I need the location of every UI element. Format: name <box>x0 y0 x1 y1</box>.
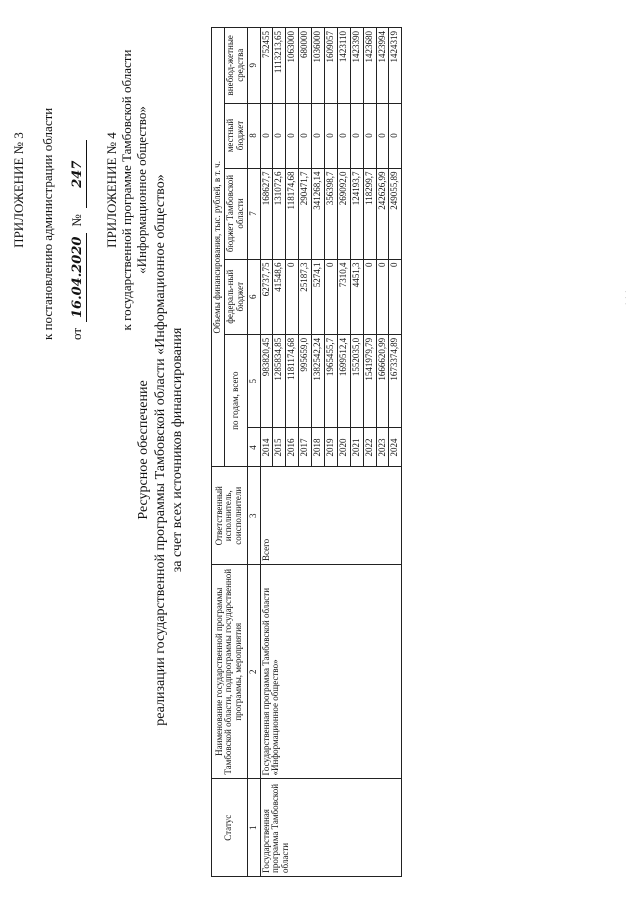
header-federal: федераль-ный бюджет <box>224 259 247 334</box>
executor-cell: Всего <box>260 467 402 565</box>
local-cell: 0 <box>273 103 286 168</box>
header-local: местный бюджет <box>224 103 247 168</box>
year-cell: 2018 <box>312 428 325 467</box>
federal-cell: 62737,75 <box>260 259 273 334</box>
local-cell: 0 <box>363 103 376 168</box>
federal-cell: 4451,3 <box>350 259 363 334</box>
total-cell: 1285834,85 <box>273 334 286 428</box>
regional-cell: 168627,7 <box>260 168 273 259</box>
total-cell: 1965455,7 <box>325 334 338 428</box>
extra-cell: 1423110 <box>337 28 350 104</box>
federal-cell: 7310,4 <box>337 259 350 334</box>
year-cell: 2020 <box>337 428 350 467</box>
total-cell: 1541979,79 <box>363 334 376 428</box>
extra-cell: 1424319 <box>389 28 402 104</box>
year-cell: 2016 <box>286 428 299 467</box>
table-body <box>260 28 402 877</box>
total-cell: 1673374,89 <box>389 334 402 428</box>
regional-cell: 249055,89 <box>389 168 402 259</box>
federal-cell: 41548,6 <box>273 259 286 334</box>
total-cell: 1666620,99 <box>376 334 389 428</box>
year-cell: 2015 <box>273 428 286 467</box>
federal-cell: 0 <box>325 259 338 334</box>
extra-cell: 1063000 <box>286 28 299 104</box>
regional-cell: 341268,14 <box>312 168 325 259</box>
extra-cell: 1423390 <box>350 28 363 104</box>
extra-cell: 752455 <box>260 28 273 104</box>
federal-cell: 5274,1 <box>312 259 325 334</box>
year-cell: 2024 <box>389 428 402 467</box>
extra-cell: 1036000 <box>312 28 325 104</box>
total-cell: 983820,45 <box>260 334 273 428</box>
number-label: № <box>68 214 84 227</box>
local-cell: 0 <box>299 103 312 168</box>
federal-cell: 25187,3 <box>299 259 312 334</box>
regional-cell: 118174,68 <box>286 168 299 259</box>
handwritten-number: 247 <box>71 140 87 208</box>
local-cell: 0 <box>286 103 299 168</box>
appendix-3-header <box>12 40 150 340</box>
header-executor: Ответственный исполнитель, соисполнители <box>212 467 248 565</box>
from-label: от <box>68 327 84 340</box>
col-num-3: 3 <box>247 467 260 565</box>
header-status: Статус <box>212 779 248 877</box>
header-volumes: Объемы финансирования, тыс. рублей, в т. ч. <box>212 28 225 468</box>
local-cell: 0 <box>260 103 273 168</box>
appendix-3-date-row <box>70 40 87 340</box>
title-line2: реализации государственной программы Тамбовской области «Информационное общество» <box>152 174 168 726</box>
header-extra: внебюд-жетные средства <box>224 28 247 104</box>
local-cell: 0 <box>389 103 402 168</box>
col-num-9: 9 <box>247 28 260 104</box>
appendix-3-to-text: к постановлению администрации области <box>39 107 55 340</box>
federal-cell: 0 <box>389 259 402 334</box>
total-cell: 1382542,24 <box>312 334 325 428</box>
local-cell: 0 <box>376 103 389 168</box>
appendix-4-line1: к государственной программе Тамбовской области <box>118 49 134 331</box>
regional-cell: 242626,99 <box>376 168 389 259</box>
extra-cell: 1609057 <box>325 28 338 104</box>
regional-cell: 356398,7 <box>325 168 338 259</box>
col-num-8: 8 <box>247 103 260 168</box>
total-cell: 995659,0 <box>299 334 312 428</box>
federal-cell: 0 <box>376 259 389 334</box>
year-cell: 2017 <box>299 428 312 467</box>
title-line1: Ресурсное обеспечение <box>136 380 151 520</box>
appendix-3-title: ПРИЛОЖЕНИЕ № 3 <box>11 132 26 248</box>
appendix-4-title: ПРИЛОЖЕНИЕ № 4 <box>103 132 119 248</box>
column-number-row <box>247 28 260 877</box>
status-cell: Государственная программа Тамбовской области <box>260 779 402 877</box>
local-cell: 0 <box>312 103 325 168</box>
local-cell: 0 <box>325 103 338 168</box>
extra-cell: 1113213,65 <box>273 28 286 104</box>
funding-table <box>211 27 402 877</box>
total-cell: 1552035,0 <box>350 334 363 428</box>
header-name: Наименование государственной программы Тамбовской области, подпрограммы государственной программы, мероприятия <box>212 565 248 780</box>
col-num-5: 5 <box>247 334 260 428</box>
federal-cell: 0 <box>286 259 299 334</box>
title-line3: за счет всех источников финансирования <box>169 327 185 573</box>
handwritten-date: 16.04.2020 <box>71 233 87 322</box>
col-num-2: 2 <box>247 565 260 780</box>
regional-cell: 124193,7 <box>350 168 363 259</box>
regional-cell: 290471,7 <box>299 168 312 259</box>
program-name-cell: Государственная программа Тамбовской области «Информационное общество» <box>260 565 402 780</box>
document-title <box>136 65 186 835</box>
year-cell: 2019 <box>325 428 338 467</box>
scan-edge-mark: · · · <box>622 289 630 305</box>
appendix-4-line2: «Информационное общество» <box>133 106 149 274</box>
header-by-years: по годам, всего <box>224 334 247 467</box>
col-num-4: 4 <box>247 428 260 467</box>
table-row <box>260 28 273 877</box>
year-cell: 2021 <box>350 428 363 467</box>
total-cell: 1699512,4 <box>337 334 350 428</box>
extra-cell: 1423680 <box>363 28 376 104</box>
extra-cell: 1423994 <box>376 28 389 104</box>
local-cell: 0 <box>337 103 350 168</box>
regional-cell: 269092,0 <box>337 168 350 259</box>
total-cell: 1181174,68 <box>286 334 299 428</box>
header-row-1 <box>212 28 225 877</box>
extra-cell: 680000 <box>299 28 312 104</box>
regional-cell: 118299,7 <box>363 168 376 259</box>
year-cell: 2023 <box>376 428 389 467</box>
col-num-7: 7 <box>247 168 260 259</box>
regional-cell: 131072,6 <box>273 168 286 259</box>
col-num-6: 6 <box>247 259 260 334</box>
header-regional: бюджет Тамбовской области <box>224 168 247 259</box>
federal-cell: 0 <box>363 259 376 334</box>
year-cell: 2022 <box>363 428 376 467</box>
local-cell: 0 <box>350 103 363 168</box>
year-cell: 2014 <box>260 428 273 467</box>
col-num-1: 1 <box>247 779 260 877</box>
